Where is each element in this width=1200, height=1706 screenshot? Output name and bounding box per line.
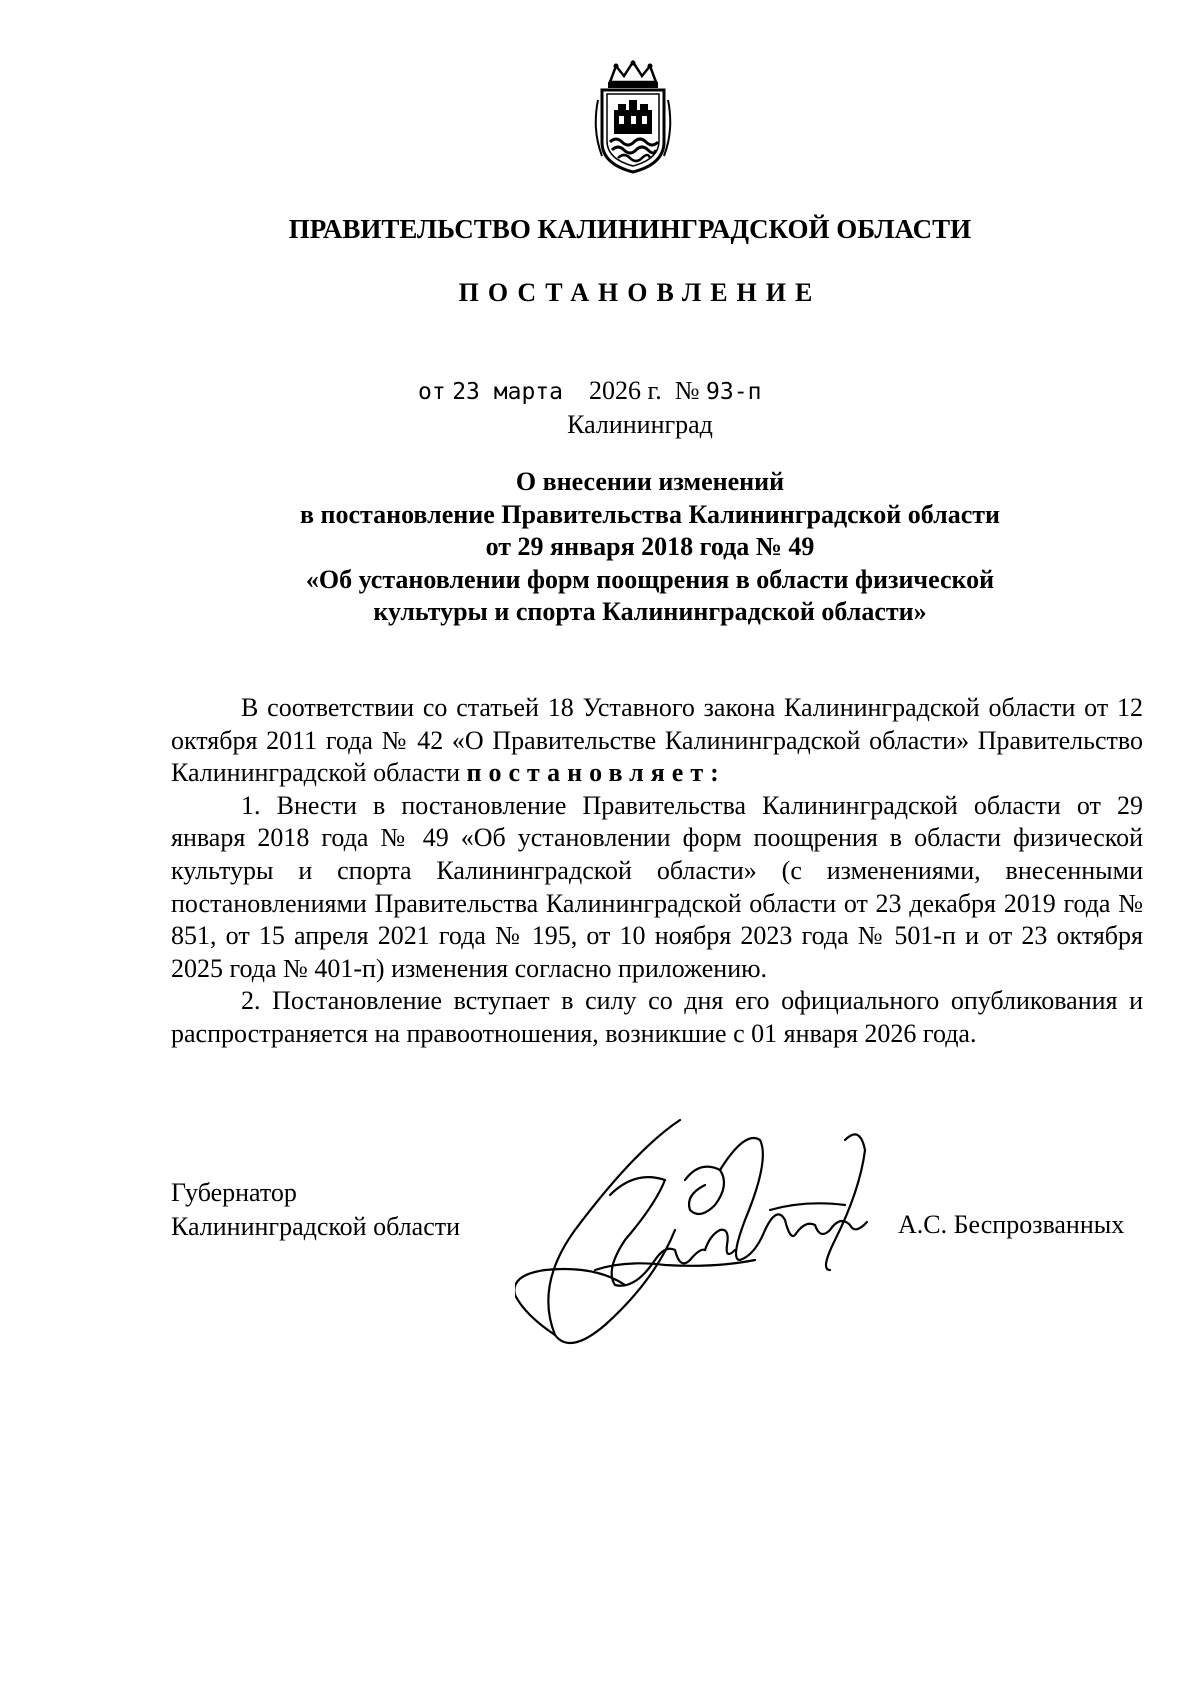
subject-line: культуры и спорта Калининградской области» xyxy=(373,597,927,626)
city: Калининград xyxy=(567,410,713,439)
subject-line: от 29 января 2018 года № 49 xyxy=(485,532,815,561)
document-type: ПОСТАНОВЛЕНИЕ xyxy=(458,278,822,307)
document-number: 93-п xyxy=(706,379,762,405)
document-date-number xyxy=(418,376,761,406)
subject-line: «Об установлении форм поощрения в области физической xyxy=(305,564,995,594)
document-subject xyxy=(200,466,1100,629)
handwritten-signature xyxy=(515,1110,915,1360)
body-paragraph-item-2: 2. Постановление вступает в силу со дня его официального опубликования и распространяется на правоотношения, возникшие с 01 января 2026 года. xyxy=(171,986,1143,1048)
signatory-name: А.С. Беспрозванных xyxy=(898,1210,1125,1239)
coat-of-arms-emblem xyxy=(588,60,678,176)
date-day-month: 23 марта xyxy=(452,379,563,405)
intro-verb: постановляет: xyxy=(466,758,726,788)
position-line: Калининградской области xyxy=(171,1212,461,1241)
body-paragraph-item-1: 1. Внести в постановление Правительства Калининградской области от 29 января 2018 года № 49 «Об установлении форм поощрения в области физической культуры и спорта Калининградской области» (с изменениями, внесенными постановлениями Правительства Калининградской области от 23 декабря 2019 года № 851, от 15 апреля 2021 года № 195, от 10 ноября 2023 года № 501-п и от 23 октября 2025 года № 401-п) изменения согласно приложению. xyxy=(171,790,1143,983)
document-body xyxy=(171,692,1143,1051)
date-prefix: от xyxy=(418,379,446,405)
number-sign: № xyxy=(674,376,700,405)
body-paragraph-intro xyxy=(171,692,1143,790)
subject-line: в постановление Правительства Калининградской области xyxy=(299,499,1001,529)
signatory-position xyxy=(171,1176,460,1244)
organization-title: ПРАВИТЕЛЬСТВО КАЛИНИНГРАДСКОЙ ОБЛАСТИ xyxy=(288,214,972,244)
subject-line: О внесении изменений xyxy=(515,467,785,496)
intro-text: В соответствии со статьей 18 Уставного закона Калининградской области от 12 октября 2011 года № 42 «О Правительстве Калининградской области» Правительство Калининградской области xyxy=(171,693,1143,788)
position-line: Губернатор xyxy=(171,1178,297,1207)
date-year: 2026 г. xyxy=(588,376,662,405)
